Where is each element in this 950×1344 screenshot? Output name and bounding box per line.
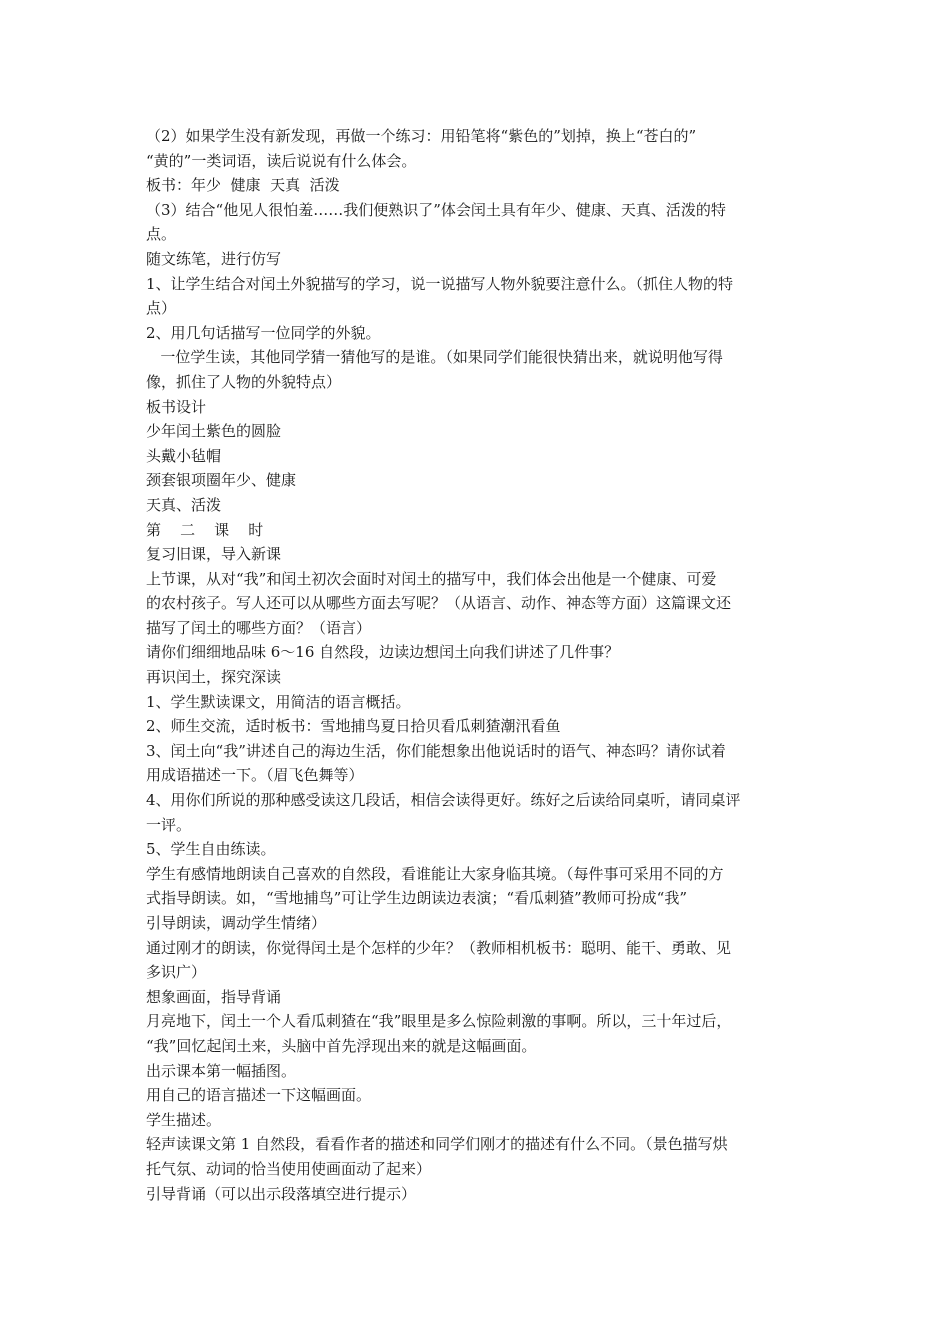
text-line: 头戴小毡帽	[146, 446, 222, 465]
text-line: 3、闰土向“我”讲述自己的海边生活，你们能想象出他说话时的语气、神态吗？请你试着	[146, 741, 726, 760]
text-line: 通过刚才的朗读，你觉得闰土是个怎样的少年？（教师相机板书：聪明、能干、勇敢、见	[146, 938, 732, 957]
text-line: 上节课，从对“我”和闰土初次会面时对闰土的描写中，我们体会出他是一个健康、可爱	[146, 569, 717, 588]
text-line: 月亮地下，闰土一个人看瓜刺猹在“我”眼里是多么惊险刺激的事啊。所以，三十年过后，	[146, 1012, 732, 1031]
text-line: 托气氛、动词的恰当使用使画面动了起来）	[146, 1159, 432, 1178]
text-line: 式指导朗读。如，“雪地捕鸟”可让学生边朗读边表演；“看瓜刺猹”教师可扮成“我”	[146, 889, 688, 908]
text-line: 用成语描述一下。（眉飞色舞等）	[146, 766, 364, 785]
text-line: （2）如果学生没有新发现，再做一个练习：用铅笔将“紫色的”划掉，换上“苍白的”	[146, 127, 697, 145]
document-page	[146, 124, 810, 1206]
text-line: （3）结合“他见人很怕羞……我们便熟识了”体会闰土具有年少、健康、天真、活泼的特	[146, 200, 726, 219]
text-line: 5、学生自由练读。	[146, 840, 276, 859]
text-line: 学生有感情地朗读自己喜欢的自然段，看谁能让大家身临其境。（每件事可采用不同的方	[146, 864, 724, 883]
text-line: 颈套银项圈年少、健康	[146, 471, 297, 490]
text-line: 一评。	[146, 815, 192, 834]
text-line: 出示课本第一幅插图。	[146, 1061, 297, 1080]
text-line: 板书设计	[146, 397, 207, 416]
text-line: 板书：年少 健康 天真 活泼	[146, 176, 340, 195]
text-line: 随文练笔，进行仿写	[146, 249, 282, 268]
text-line: 第 二 课 时	[146, 520, 264, 539]
text-line: 少年闰土紫色的圆脸	[146, 422, 282, 441]
text-line: 复习旧课，导入新课	[146, 545, 282, 564]
text-line: 学生描述。	[146, 1110, 222, 1129]
text-line: 轻声读课文第 1 自然段，看看作者的描述和同学们刚才的描述有什么不同。（景色描写烘	[146, 1135, 728, 1154]
text-line: 的农村孩子。写人还可以从哪些方面去写呢？（从语言、动作、神态等方面）这篇课文还	[146, 594, 732, 613]
text-line: 引导背诵（可以出示段落填空进行提示）	[146, 1184, 417, 1203]
text-line: 4、用你们所说的那种感受读这几段话，相信会读得更好。练好之后读给同桌听，请同桌评	[146, 791, 741, 810]
text-line: 天真、活泼	[146, 495, 222, 514]
text-line: 多识广）	[146, 963, 207, 982]
text-line: 描写了闰土的哪些方面？（语言）	[146, 618, 372, 637]
text-line: 像，抓住了人物的外貌特点）	[146, 372, 342, 391]
text-line: 再识闰土，探究深读	[146, 668, 282, 687]
text-line: 引导朗读，调动学生情绪）	[146, 914, 327, 932]
text-line: “黄的”一类词语，读后说说有什么体会。	[146, 151, 417, 170]
text-line: 请你们细细地品味 6～16 自然段，边读边想闰土向我们讲述了几件事？	[146, 643, 620, 662]
text-line: 点。	[146, 225, 177, 244]
text-line: 想象画面，指导背诵	[146, 987, 282, 1006]
text-line: “我”回忆起闰土来，头脑中首先浮现出来的就是这幅画面。	[146, 1036, 537, 1055]
text-line: 1、学生默读课文，用简洁的语言概括。	[146, 692, 411, 711]
text-line: 用自己的语言描述一下这幅画面。	[146, 1086, 372, 1105]
text-line: 点）	[146, 299, 177, 318]
text-line: 2、用几句话描写一位同学的外貌。	[146, 323, 381, 342]
text-line: 1、让学生结合对闰土外貌描写的学习，说一说描写人物外貌要注意什么。（抓住人物的特	[146, 274, 734, 293]
text-line: 一位学生读，其他同学猜一猜他写的是谁。（如果同学们能很快猜出来，就说明他写得	[146, 348, 723, 367]
text-line: 2、师生交流，适时板书：雪地捕鸟夏日拾贝看瓜刺猹潮汛看鱼	[146, 717, 561, 736]
